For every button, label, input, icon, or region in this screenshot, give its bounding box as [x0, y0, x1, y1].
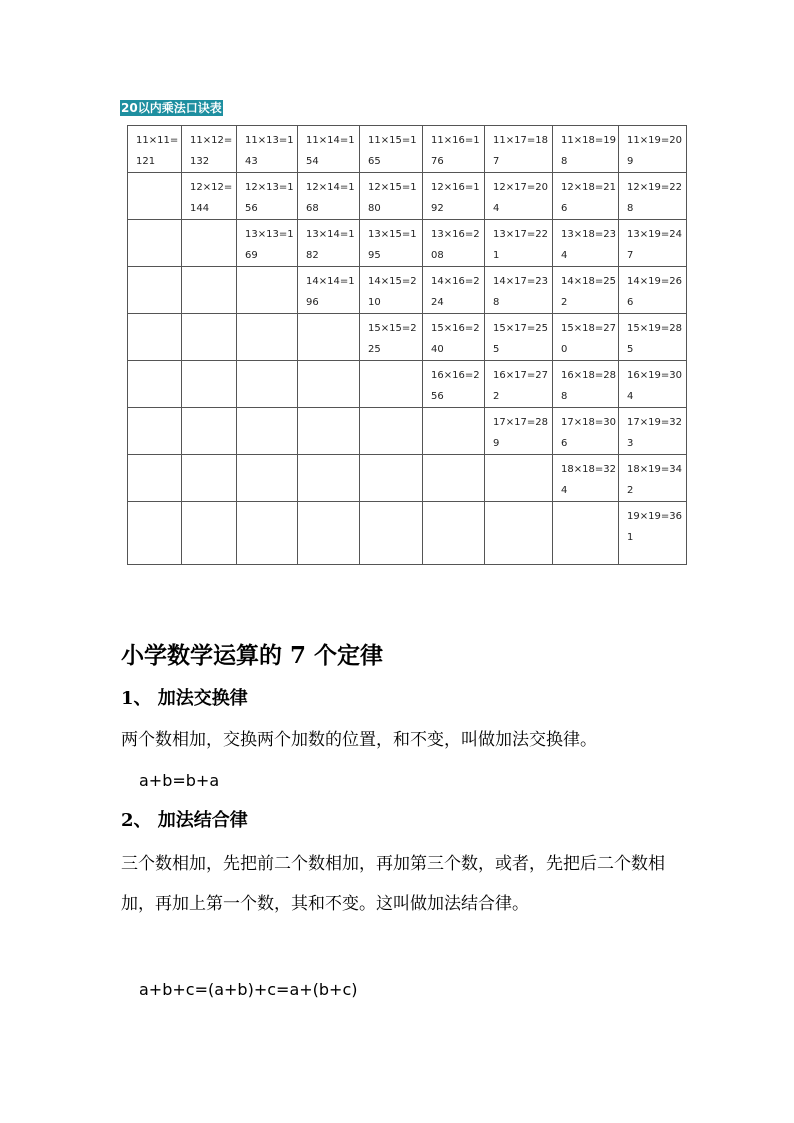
table-cell [237, 361, 298, 408]
table-cell: 15×19=285 [619, 314, 687, 361]
table-cell [360, 361, 423, 408]
table-cell [128, 173, 182, 220]
table-cell [182, 361, 237, 408]
table-cell: 14×18=252 [553, 267, 619, 314]
table-cell: 13×14=182 [298, 220, 360, 267]
table-cell [237, 455, 298, 502]
table-cell: 14×17=238 [485, 267, 553, 314]
table-row [128, 126, 687, 173]
table-cell [182, 408, 237, 455]
table-cell: 12×19=228 [619, 173, 687, 220]
table-cell [423, 455, 485, 502]
table-row [128, 502, 687, 565]
section-heading-addition-associative: 2、 加法结合律 [121, 810, 248, 831]
table-cell: 15×16=240 [423, 314, 485, 361]
table-cell: 11×14=154 [298, 126, 360, 173]
table-cell: 17×17=289 [485, 408, 553, 455]
table-row [128, 455, 687, 502]
table-cell [298, 408, 360, 455]
table-cell: 13×18=234 [553, 220, 619, 267]
table-cell: 13×19=247 [619, 220, 687, 267]
table-cell [237, 267, 298, 314]
table-cell: 11×19=209 [619, 126, 687, 173]
table-cell: 14×14=196 [298, 267, 360, 314]
table-cell: 16×16=256 [423, 361, 485, 408]
table-cell [182, 314, 237, 361]
table-cell [128, 220, 182, 267]
table-cell [128, 267, 182, 314]
table-cell: 12×13=156 [237, 173, 298, 220]
table-cell [485, 455, 553, 502]
table-cell [182, 220, 237, 267]
table-cell [182, 267, 237, 314]
formula-addition-associative: a+b+c=(a+b)+c=a+(b+c) [139, 980, 358, 999]
table-cell [128, 361, 182, 408]
table-cell: 14×16=224 [423, 267, 485, 314]
table-cell: 11×11=121 [128, 126, 182, 173]
table-cell [182, 502, 237, 565]
table-cell: 17×19=323 [619, 408, 687, 455]
table-cell [237, 408, 298, 455]
table-row [128, 173, 687, 220]
paragraph-addition-associative: 三个数相加，先把前二个数相加，再加第三个数，或者，先把后二个数相加，再加上第一个数，其和不变。这叫做加法结合律。 [121, 854, 665, 914]
table-cell [360, 502, 423, 565]
table-cell: 13×16=208 [423, 220, 485, 267]
table-cell [237, 502, 298, 565]
main-heading: 小学数学运算的 7 个定律 [121, 642, 384, 669]
table-caption: 20以内乘法口诀表 [121, 101, 222, 115]
formula-addition-commutative: a+b=b+a [139, 771, 220, 790]
table-row [128, 314, 687, 361]
multiplication-table-body [128, 126, 687, 565]
table-cell [423, 408, 485, 455]
table-cell [360, 455, 423, 502]
table-cell [298, 361, 360, 408]
table-cell: 12×15=180 [360, 173, 423, 220]
table-cell: 12×16=192 [423, 173, 485, 220]
table-cell: 11×16=176 [423, 126, 485, 173]
table-cell: 12×12=144 [182, 173, 237, 220]
table-row [128, 361, 687, 408]
table-cell [128, 314, 182, 361]
table-cell: 15×17=255 [485, 314, 553, 361]
table-cell [128, 455, 182, 502]
table-cell: 19×19=361 [619, 502, 687, 565]
table-cell: 11×18=198 [553, 126, 619, 173]
table-row [128, 267, 687, 314]
table-cell: 11×12=132 [182, 126, 237, 173]
table-cell: 14×19=266 [619, 267, 687, 314]
table-cell: 11×15=165 [360, 126, 423, 173]
table-cell [298, 455, 360, 502]
table-row [128, 408, 687, 455]
section-heading-addition-commutative: 1、 加法交换律 [121, 688, 248, 709]
table-cell: 16×19=304 [619, 361, 687, 408]
table-cell: 13×15=195 [360, 220, 423, 267]
table-cell: 16×17=272 [485, 361, 553, 408]
table-cell [128, 502, 182, 565]
paragraph-addition-commutative: 两个数相加，交换两个加数的位置，和不变，叫做加法交换律。 [121, 730, 597, 750]
table-cell: 12×14=168 [298, 173, 360, 220]
table-cell: 17×18=306 [553, 408, 619, 455]
table-cell [128, 408, 182, 455]
table-cell: 13×13=169 [237, 220, 298, 267]
table-cell: 18×18=324 [553, 455, 619, 502]
table-cell [237, 314, 298, 361]
table-cell: 15×15=225 [360, 314, 423, 361]
table-cell: 14×15=210 [360, 267, 423, 314]
table-cell: 11×17=187 [485, 126, 553, 173]
table-cell [423, 502, 485, 565]
table-cell [485, 502, 553, 565]
table-cell: 18×19=342 [619, 455, 687, 502]
table-row [128, 220, 687, 267]
table-cell [298, 502, 360, 565]
table-cell [182, 455, 237, 502]
table-cell: 11×13=143 [237, 126, 298, 173]
multiplication-table [127, 125, 687, 565]
table-cell [360, 408, 423, 455]
table-cell: 12×17=204 [485, 173, 553, 220]
table-cell [553, 502, 619, 565]
table-cell: 15×18=270 [553, 314, 619, 361]
table-cell: 13×17=221 [485, 220, 553, 267]
table-cell: 16×18=288 [553, 361, 619, 408]
table-cell [298, 314, 360, 361]
table-cell: 12×18=216 [553, 173, 619, 220]
